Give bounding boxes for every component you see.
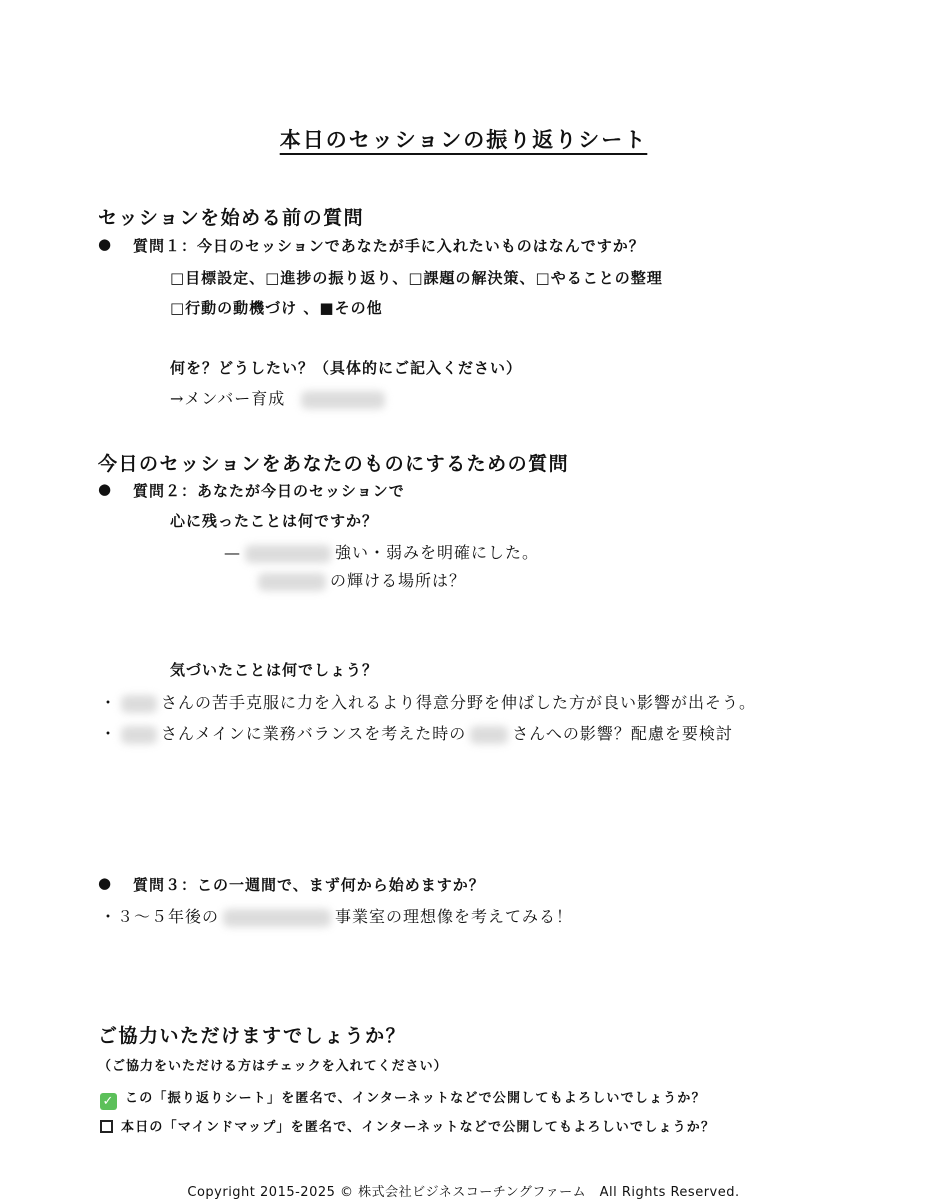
question-2-line2: 心に残ったことは何ですか？ xyxy=(170,512,379,530)
q2-prompt: 気づいたことは何でしょう？ xyxy=(170,661,379,679)
section1-heading: セッションを始める前の質問 xyxy=(98,207,365,229)
q1-options-line2: □行動の動機づけ 、■その他 xyxy=(170,299,383,317)
redacted-text xyxy=(258,573,326,591)
redacted-text xyxy=(470,726,508,744)
question-1: 質問１：今日のセッションであなたが手に入れたいものはなんですか？ xyxy=(133,237,645,255)
redacted-text xyxy=(223,909,331,927)
bullet-icon: ● xyxy=(98,480,112,498)
consent-label-sheet: この「振り返りシート」を匿名で、インターネットなどで公開してもよろしいでしょうか？ xyxy=(125,1091,706,1106)
bullet-icon: ● xyxy=(98,235,112,253)
q1-prompt: 何を？どうしたい？（具体的にご記入ください） xyxy=(170,359,523,377)
section2-heading: 今日のセッションをあなたのものにするための質問 xyxy=(98,453,570,475)
redacted-text xyxy=(301,391,385,409)
checkbox-checked-icon[interactable]: ✓ xyxy=(100,1093,117,1110)
bullet-icon: ● xyxy=(98,874,112,892)
page-title: 本日のセッションの振り返りシート xyxy=(279,128,648,152)
q2-note-2: ・ さんメインに業務バランスを考えた時の さんへの影響？配慮を要検討 xyxy=(100,724,733,743)
consent-label-mindmap: 本日の「マインドマップ」を匿名で、インターネットなどで公開してもよろしいでしょうか？ xyxy=(121,1120,716,1135)
q1-options-line1: □目標設定、□進捗の振り返り、□課題の解決策、□やることの整理 xyxy=(170,269,663,287)
q3-answer: ・３～５年後の 事業室の理想像を考えてみる！ xyxy=(100,907,574,926)
q2-answer-1: — 強い・弱みを明確にした。 xyxy=(224,543,540,562)
question-3: 質問３：この一週間で、まず何から始めますか？ xyxy=(133,876,485,894)
question-2-line1: 質問２：あなたが今日のセッションで xyxy=(133,482,405,500)
redacted-text xyxy=(245,545,331,563)
q1-answer: →メンバー育成 xyxy=(170,386,385,409)
cooperation-heading: ご協力いただけますでしょうか？ xyxy=(98,1025,407,1047)
redacted-text xyxy=(121,726,157,744)
checkbox-empty-icon[interactable] xyxy=(100,1120,113,1133)
redacted-text xyxy=(121,695,157,713)
copyright-footer: Copyright 2015-2025 © 株式会社ビジネスコーチングファーム All Rights Reserved. xyxy=(187,1185,740,1200)
q2-answer-2: の輝ける場所は？ xyxy=(258,568,466,591)
q2-note-1: ・ さんの苦手克服に力を入れるより得意分野を伸ばした方が良い影響が出そう。 xyxy=(100,693,757,712)
cooperation-subtext: （ご協力をいただける方はチェックを入れてください） xyxy=(98,1059,448,1074)
consent-row-sheet[interactable] xyxy=(100,1087,706,1110)
consent-row-mindmap[interactable] xyxy=(100,1116,715,1135)
